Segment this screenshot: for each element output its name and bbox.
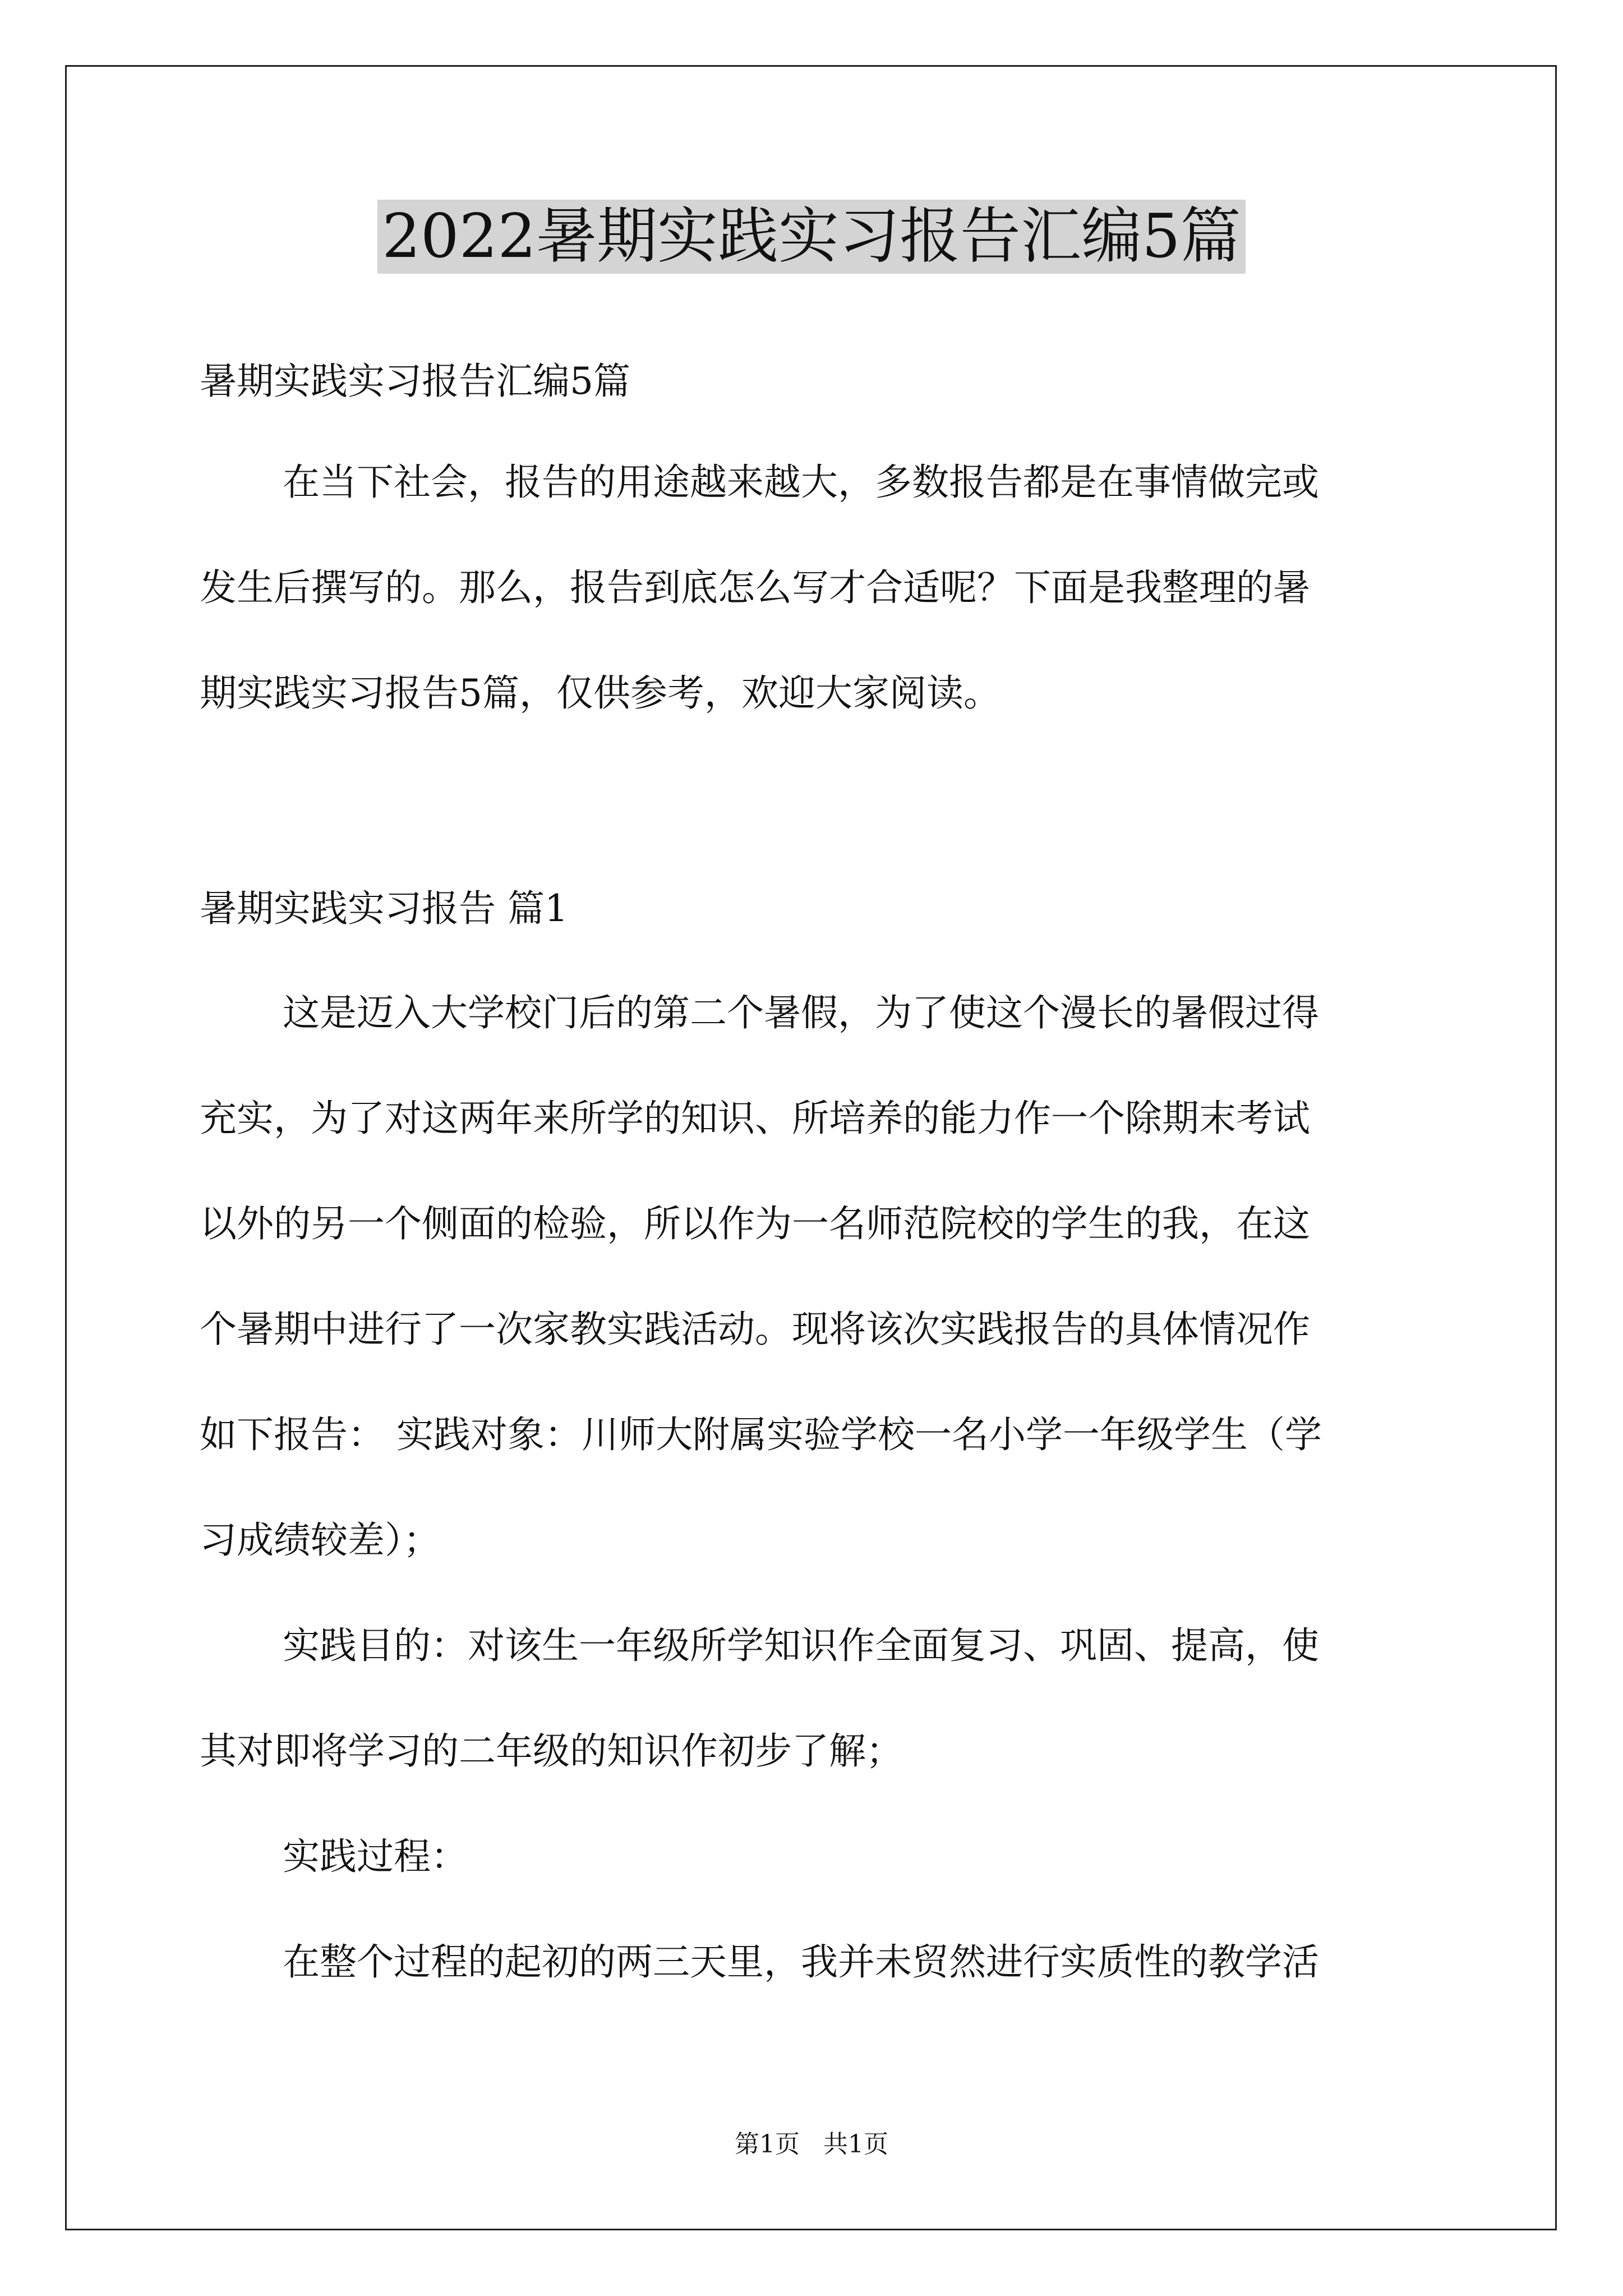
paragraph-line: 其对即将学习的二年级的知识作初步了解； xyxy=(200,1729,903,1773)
paragraph-line: 在整个过程的起初的两三天里，我并未贸然进行实质性的教学活 xyxy=(283,1940,1319,1984)
intro-line: 在当下社会，报告的用途越来越大，多数报告都是在事情做完或 xyxy=(283,461,1319,504)
paragraph-line: 这是迈入大学校门后的第二个暑假，为了使这个漫长的暑假过得 xyxy=(283,991,1319,1034)
paragraph-line: 以外的另一个侧面的检验，所以作为一名师范院校的学生的我，在这 xyxy=(200,1202,1310,1245)
title-container xyxy=(0,200,1623,274)
subtitle: 暑期实践实习报告汇编5篇 xyxy=(200,360,630,403)
paragraph-line: 实践过程： xyxy=(283,1835,468,1878)
document-title: 2022暑期实践实习报告汇编5篇 xyxy=(377,200,1246,274)
paragraph-line: 充实，为了对这两年来所学的知识、所培养的能力作一个除期末考试 xyxy=(200,1097,1310,1140)
paragraph-line: 个暑期中进行了一次家教实践活动。现将该次实践报告的具体情况作 xyxy=(200,1308,1310,1351)
paragraph-line: 如下报告： 实践对象：川师大附属实验学校一名小学一年级学生（学 xyxy=(200,1413,1322,1456)
section-heading: 暑期实践实习报告 篇1 xyxy=(200,887,568,930)
page-footer: 第1页 共1页 xyxy=(735,2130,888,2159)
intro-line: 期实践实习报告5篇，仅供参考，欢迎大家阅读。 xyxy=(200,671,1000,715)
paragraph-line: 实践目的：对该生一年级所学知识作全面复习、巩固、提高，使 xyxy=(283,1624,1319,1667)
intro-line: 发生后撰写的。那么，报告到底怎么写才合适呢？下面是我整理的暑 xyxy=(200,566,1310,609)
paragraph-line: 习成绩较差）； xyxy=(200,1519,440,1562)
